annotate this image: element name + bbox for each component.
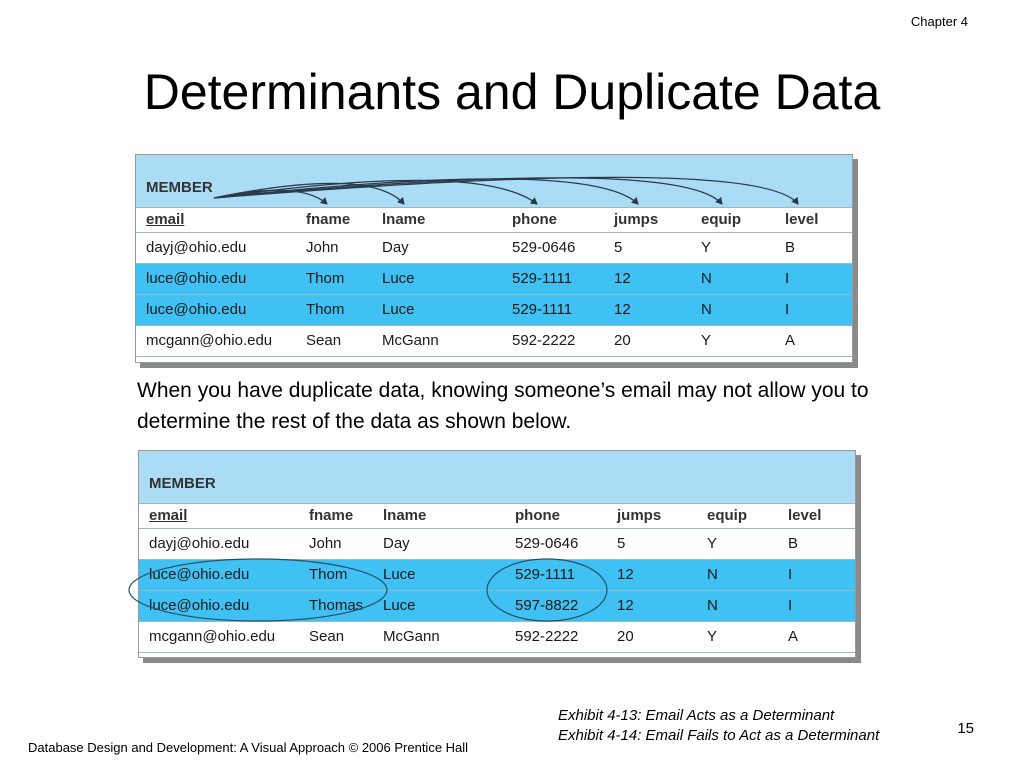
page-number: 15 [957, 720, 974, 737]
cell-phone: 529-1111 [512, 270, 573, 287]
table-card [135, 154, 853, 363]
table-row [139, 560, 855, 591]
cell-phone: 529-0646 [512, 239, 576, 256]
table-card [138, 450, 856, 658]
column-header-equip: equip [707, 507, 747, 524]
cell-level: A [785, 332, 796, 349]
cell-fname: John [309, 535, 342, 552]
cell-equip: N [707, 566, 718, 583]
cell-email: dayj@ohio.edu [149, 535, 250, 552]
table-row [136, 326, 852, 357]
cell-fname: Sean [306, 332, 342, 349]
slide-title: Determinants and Duplicate Data [143, 64, 881, 120]
column-header-jumps: jumps [614, 211, 659, 228]
column-header-row [136, 207, 852, 233]
cell-lname: Luce [382, 270, 415, 287]
cell-lname: Luce [383, 597, 416, 614]
column-header-email: email [149, 507, 188, 524]
column-header-phone: phone [515, 507, 560, 524]
column-header-level: level [788, 507, 822, 524]
cell-equip: Y [701, 332, 712, 349]
cell-lname: McGann [382, 332, 439, 349]
exhibit-4-14-table [138, 450, 856, 658]
cell-equip: N [701, 301, 712, 318]
column-header-fname: fname [309, 507, 354, 524]
cell-lname: Luce [383, 566, 416, 583]
table-row [139, 622, 855, 653]
cell-email: dayj@ohio.edu [146, 239, 247, 256]
chapter-label: Chapter 4 [910, 14, 968, 29]
cell-level: I [788, 566, 793, 583]
cell-level: I [788, 597, 793, 614]
table-row [139, 529, 855, 560]
cell-email: luce@ohio.edu [146, 301, 247, 318]
cell-jumps: 12 [614, 301, 631, 318]
cell-fname: Thomas [309, 597, 364, 614]
cell-level: B [788, 535, 799, 552]
table-row [139, 591, 855, 622]
cell-phone: 529-0646 [515, 535, 579, 552]
column-header-level: level [785, 211, 819, 228]
column-header-phone: phone [512, 211, 557, 228]
cell-jumps: 5 [614, 239, 623, 256]
column-header-equip: equip [701, 211, 741, 228]
cell-phone: 592-2222 [512, 332, 576, 349]
cell-fname: Thom [306, 270, 345, 287]
table-row [136, 295, 852, 326]
cell-phone: 529-1111 [515, 566, 576, 583]
cell-jumps: 20 [617, 628, 634, 645]
table-header-band [139, 451, 855, 503]
cell-fname: Thom [306, 301, 345, 318]
cell-phone: 529-1111 [512, 301, 573, 318]
cell-jumps: 12 [617, 566, 634, 583]
cell-jumps: 20 [614, 332, 631, 349]
cell-equip: Y [707, 535, 718, 552]
column-header-email: email [146, 211, 185, 228]
column-header-fname: fname [306, 211, 351, 228]
cell-fname: Thom [309, 566, 348, 583]
column-header-lname: lname [382, 211, 426, 228]
caption-exhibit-4-13: Exhibit 4-13: Email Acts as a Determinant [558, 707, 835, 724]
cell-equip: Y [701, 239, 712, 256]
table-header-band [136, 155, 852, 207]
cell-email: mcgann@ohio.edu [146, 332, 273, 349]
footer-citation: Database Design and Development: A Visual Approach © 2006 Prentice Hall [28, 740, 469, 755]
cell-jumps: 12 [614, 270, 631, 287]
cell-fname: John [306, 239, 339, 256]
table-row [136, 233, 852, 264]
cell-level: I [785, 301, 790, 318]
cell-jumps: 12 [617, 597, 634, 614]
cell-level: B [785, 239, 796, 256]
cell-level: I [785, 270, 790, 287]
table-name: MEMBER [149, 475, 216, 492]
cell-phone: 592-2222 [515, 628, 579, 645]
cell-email: mcgann@ohio.edu [149, 628, 276, 645]
explanation-text: When you have duplicate data, knowing someone’s email may not allow you to determine the rest of the data as shown below. [137, 379, 869, 433]
cell-jumps: 5 [617, 535, 626, 552]
column-header-jumps: jumps [617, 507, 662, 524]
cell-equip: Y [707, 628, 718, 645]
exhibit-captions [558, 706, 879, 746]
cell-lname: Day [383, 535, 410, 552]
cell-equip: N [701, 270, 712, 287]
table-name: MEMBER [146, 179, 213, 196]
cell-lname: Luce [382, 301, 415, 318]
cell-level: A [788, 628, 799, 645]
exhibit-4-13-table [135, 154, 853, 363]
cell-email: luce@ohio.edu [146, 270, 247, 287]
cell-email: luce@ohio.edu [149, 566, 250, 583]
cell-lname: Day [382, 239, 409, 256]
column-header-lname: lname [383, 507, 427, 524]
cell-phone: 597-8822 [515, 597, 579, 614]
cell-equip: N [707, 597, 718, 614]
caption-exhibit-4-14: Exhibit 4-14: Email Fails to Act as a Determinant [558, 727, 880, 744]
table-row [136, 264, 852, 295]
cell-fname: Sean [309, 628, 345, 645]
cell-email: luce@ohio.edu [149, 597, 250, 614]
cell-lname: McGann [383, 628, 440, 645]
column-header-row [139, 503, 855, 529]
